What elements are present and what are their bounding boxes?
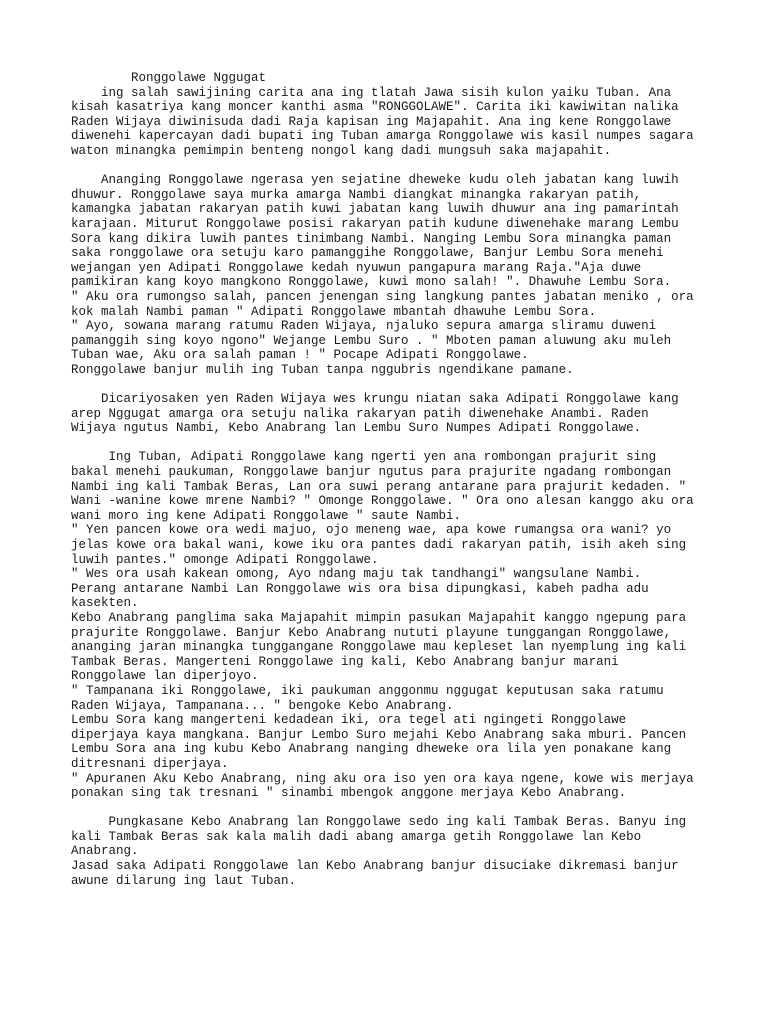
text-line: Jasad saka Adipati Ronggolawe lan Kebo Anabrang banjur disuciake dikremasi banjur: [71, 859, 679, 874]
text-line: kasekten.: [71, 596, 139, 611]
text-line: Ronggolawe banjur mulih ing Tuban tanpa nggubris ngendikane pamane.: [71, 362, 574, 377]
text-line: [71, 377, 761, 392]
text-line: " Ayo, sowana marang ratumu Raden Wijaya, njaluko sepura amarga sliramu duweni: [71, 319, 657, 334]
text-line: Tuban wae, Aku ora salah paman ! " Pocape Adipati Ronggolawe.: [71, 348, 529, 363]
text-line: Anabrang.: [71, 844, 139, 859]
text-line: saka ronggolawe ora setuju karo pamanggihe Ronggolawe, Banjur Lembu Sora menehi: [71, 246, 664, 261]
text-line: Sora kang dikira luwih pantes tinimbang Nambi. Nanging Lembu Sora minangka paman: [71, 231, 672, 246]
text-line: wani moro ing kene Adipati Ronggolawe " saute Nambi.: [71, 508, 462, 523]
text-line: kamangka jabatan rakaryan patih kuwi jabatan kang luwih dhuwur ana ing pamarintah: [71, 202, 679, 217]
text-line: Perang antarane Nambi Lan Ronggolawe wis ora bisa dipungkasi, kabeh padha adu: [71, 581, 649, 596]
text-line: diperjaya kaya mangkana. Banjur Lembo Suro mejahi Kebo Anabrang saka mburi. Pancen: [71, 727, 687, 742]
text-line: kisah kasatriya kang moncer kanthi asma "RONGGOLAWE". Carita iki kawiwitan nalika: [71, 100, 679, 115]
text-line: [71, 436, 761, 451]
text-line: diwenehi kapercayan dadi bupati ing Tuban amarga Ronggolawe wis kasil numpes sagara: [71, 129, 694, 144]
text-line: jelas kowe ora bakal wani, kowe iku ora pantes dadi rakaryan patih, isih akeh sing: [71, 538, 687, 552]
text-line: Lembu Sora kang mangerteni kedadean iki, ora tegel ati ngingeti Ronggolawe: [71, 713, 627, 728]
text-line: Lembu Sora ana ing kubu Kebo Anabrang nanging dheweke ora lila yen ponakane kang: [71, 742, 672, 757]
text-line: Ananging Ronggolawe ngerasa yen sejatine dheweke kudu oleh jabatan kang luwih: [71, 173, 679, 188]
text-line: ananging jaran minangka tunggangane Ronggolawe mau kepleset lan nyemplung ing kali: [71, 640, 687, 655]
text-line: " Tampanana iki Ronggolawe, iki paukuman anggonmu nggugat keputusan saka ratumu: [71, 683, 664, 698]
text-line: ing salah sawijining carita ana ing tlatah Jawa sisih kulon yaiku Tuban. Ana: [71, 85, 672, 100]
text-line: Ing Tuban, Adipati Ronggolawe kang ngerti yen ana rombongan prajurit sing: [71, 450, 657, 465]
text-line: arep Nggugat amarga ora setuju nalika rakaryan patih diwenehake Anambi. Raden: [71, 406, 649, 421]
text-line: " Apuranen Aku Kebo Anabrang, ning aku ora iso yen ora kaya ngene, kowe wis merjaya: [71, 771, 694, 786]
document-title: Ronggolawe Nggugat: [71, 71, 267, 85]
text-line: ditresnani diperjaya.: [71, 756, 229, 771]
text-line: Wani -wanine kowe mrene Nambi? " Omonge Ronggolawe. " Ora ono alesan kanggo aku ora: [71, 494, 694, 509]
text-line: Raden Wijaya, Tampanana... " bengoke Kebo Anabrang.: [71, 698, 454, 713]
text-line: Ronggolawe lan diperjoyo.: [71, 669, 259, 684]
text-line: dhuwur. Ronggolawe saya murka amarga Nambi diangkat minangka rakaryan patih,: [71, 187, 642, 202]
text-line: Wijaya ngutus Nambi, Kebo Anabrang lan Lembu Suro Numpes Adipati Ronggolawe.: [71, 421, 642, 436]
text-line: karajaan. Miturut Ronggolawe posisi rakaryan patih kudune diwenehake marang Lembu: [71, 216, 679, 231]
text-line: prajurite Ronggolawe. Banjur Kebo Anabrang nututi playune tunggangan Ronggolawe,: [71, 625, 672, 640]
text-line: " Aku ora rumongso salah, pancen jenengan sing langkung pantes jabatan meniko , ora: [71, 289, 694, 304]
text-line: " Wes ora usah kakean omong, Ayo ndang maju tak tandhangi" wangsulane Nambi.: [71, 567, 642, 582]
text-line: kok malah Nambi paman " Adipati Ronggolawe mbantah dhawuhe Lembu Sora.: [71, 304, 597, 319]
text-line: Dicariyosaken yen Raden Wijaya wes krungu niatan saka Adipati Ronggolawe kang: [71, 392, 679, 407]
document-page: [71, 71, 761, 888]
text-line: Tambak Beras. Mangerteni Ronggolawe ing kali, Kebo Anabrang banjur marani: [71, 654, 619, 669]
text-line: bakal menehi paukuman, Ronggolawe banjur ngutus para prajurite ngadang rombongan: [71, 465, 672, 480]
text-line: Raden Wijaya diwinisuda dadi Raja kapisan ing Majapahit. Ana ing kene Ronggolawe: [71, 114, 672, 129]
text-line: Nambi ing kali Tambak Beras, Lan ora suwi perang antarane para prajurit kedaden. ": [71, 479, 687, 494]
text-line: " Yen pancen kowe ora wedi majuo, ojo meneng wae, apa kowe rumangsa ora wani? yo: [71, 523, 672, 538]
text-line: kali Tambak Beras sak kala malih dadi abang amarga getih Ronggolawe lan Kebo: [71, 829, 642, 844]
text-line: luwih pantes." omonge Adipati Ronggolawe.: [71, 552, 379, 567]
text-line: wejangan yen Adipati Ronggolawe kedah nyuwun pangapura marang Raja."Aja duwe: [71, 260, 642, 275]
text-line: [71, 801, 761, 816]
text-line: ponakan sing tak tresnani " sinambi mbengok anggone merjaya Kebo Anabrang.: [71, 786, 627, 801]
text-line: waton minangka pemimpin benteng nongol kang dadi mungsuh saka majapahit.: [71, 143, 612, 158]
text-line: Pungkasane Kebo Anabrang lan Ronggolawe sedo ing kali Tambak Beras. Banyu ing: [71, 815, 687, 830]
text-line: [71, 159, 761, 174]
text-line: pamanggih sing koyo ngono" Wejange Lembu Suro . " Mboten paman aluwung aku muleh: [71, 333, 672, 348]
text-line: Kebo Anabrang panglima saka Majapahit mimpin pasukan Majapahit kanggo ngepung para: [71, 610, 687, 625]
text-line: awune dilarung ing laut Tuban.: [71, 873, 297, 888]
text-line: pamikiran kang koyo mangkono Ronggolawe, kuwi mono salah! ". Dhawuhe Lembu Sora.: [71, 275, 672, 290]
